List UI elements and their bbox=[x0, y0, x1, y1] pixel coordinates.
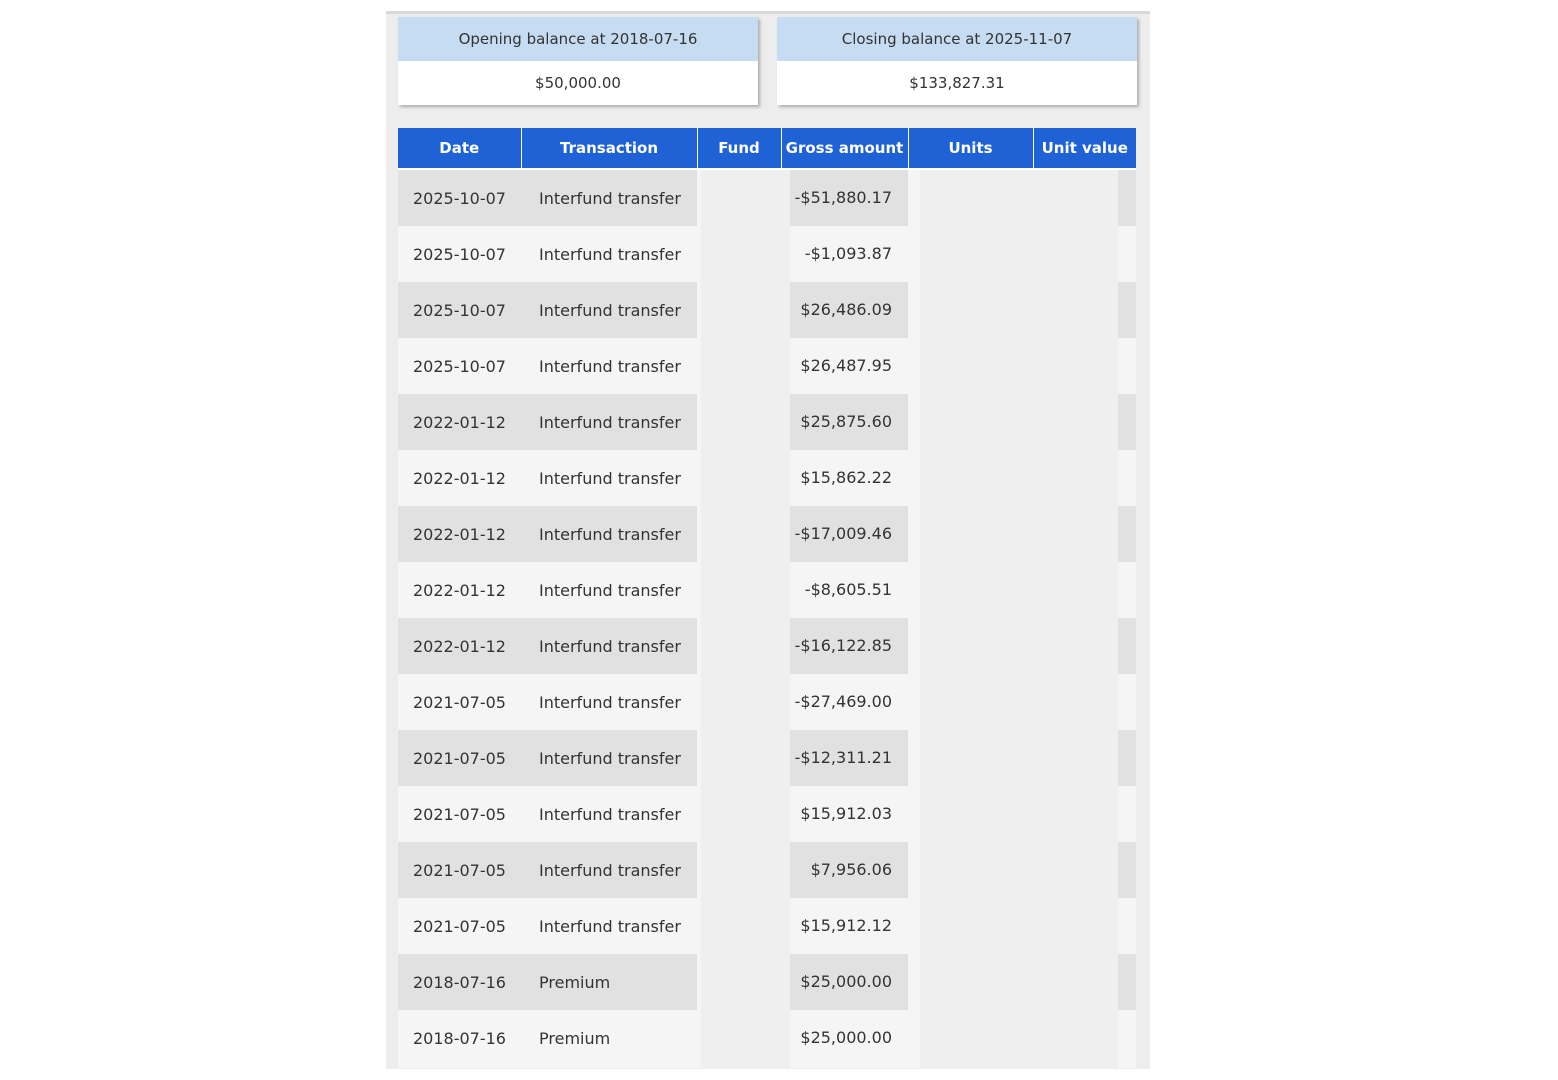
table-row bbox=[398, 394, 1136, 450]
cell-units bbox=[908, 169, 1033, 226]
gross-amount-value: $26,487.95 bbox=[790, 338, 908, 394]
cell-unit-value bbox=[1033, 282, 1136, 338]
cell-date: 2021-07-05 bbox=[398, 730, 521, 786]
column-header-transaction[interactable]: Transaction bbox=[521, 128, 697, 169]
gross-amount-value: $25,000.00 bbox=[790, 1010, 908, 1066]
table-row bbox=[398, 674, 1136, 730]
cell-date: 2022-01-12 bbox=[398, 618, 521, 674]
cell-unit-value bbox=[1033, 506, 1136, 562]
cell-fund bbox=[697, 450, 781, 506]
row-edge-stripe bbox=[1118, 618, 1136, 674]
table-row bbox=[398, 786, 1136, 842]
cell-fund bbox=[697, 618, 781, 674]
cell-fund bbox=[697, 338, 781, 394]
cell-gross-amount bbox=[781, 1010, 908, 1066]
cell-units bbox=[908, 618, 1033, 674]
gross-amount-value: $7,956.06 bbox=[790, 842, 908, 898]
cell-fund bbox=[697, 394, 781, 450]
cell-transaction: Interfund transfer bbox=[521, 786, 697, 842]
cell-date: 2021-07-05 bbox=[398, 842, 521, 898]
row-edge-stripe bbox=[1118, 226, 1136, 282]
cell-transaction: Interfund transfer bbox=[521, 226, 697, 282]
row-edge-stripe bbox=[1118, 786, 1136, 842]
cell-gross-amount bbox=[781, 898, 908, 954]
cell-transaction: Interfund transfer bbox=[521, 898, 697, 954]
cell-transaction: Interfund transfer bbox=[521, 562, 697, 618]
row-edge-stripe bbox=[1118, 842, 1136, 898]
cell-gross-amount bbox=[781, 618, 908, 674]
table-row bbox=[398, 450, 1136, 506]
table-body bbox=[398, 169, 1136, 1066]
cell-unit-value bbox=[1033, 898, 1136, 954]
cell-unit-value bbox=[1033, 674, 1136, 730]
cell-fund bbox=[697, 954, 781, 1010]
cell-transaction: Interfund transfer bbox=[521, 394, 697, 450]
cell-unit-value bbox=[1033, 394, 1136, 450]
table-row bbox=[398, 562, 1136, 618]
cell-gross-amount bbox=[781, 450, 908, 506]
row-edge-stripe bbox=[1118, 1010, 1136, 1066]
cell-unit-value bbox=[1033, 730, 1136, 786]
table-row bbox=[398, 1010, 1136, 1066]
cell-fund bbox=[697, 562, 781, 618]
table-row bbox=[398, 730, 1136, 786]
row-edge-stripe bbox=[1118, 450, 1136, 506]
table-row bbox=[398, 338, 1136, 394]
cell-transaction: Interfund transfer bbox=[521, 674, 697, 730]
table-row bbox=[398, 506, 1136, 562]
cell-transaction: Premium bbox=[521, 1010, 697, 1066]
gross-amount-value: $25,000.00 bbox=[790, 954, 908, 1010]
gross-amount-value: -$17,009.46 bbox=[790, 506, 908, 562]
table-row bbox=[398, 618, 1136, 674]
row-edge-stripe bbox=[1118, 338, 1136, 394]
gross-amount-value: $25,875.60 bbox=[790, 394, 908, 450]
cell-date: 2021-07-05 bbox=[398, 786, 521, 842]
cell-date: 2025-10-07 bbox=[398, 282, 521, 338]
cell-fund bbox=[697, 226, 781, 282]
cell-fund bbox=[697, 674, 781, 730]
transactions-table-wrapper bbox=[398, 128, 1136, 1068]
opening-balance-label: Opening balance at 2018-07-16 bbox=[398, 17, 758, 61]
cell-transaction: Premium bbox=[521, 954, 697, 1010]
cell-units bbox=[908, 674, 1033, 730]
cell-date: 2018-07-16 bbox=[398, 954, 521, 1010]
gross-amount-value: -$12,311.21 bbox=[790, 730, 908, 786]
cell-unit-value bbox=[1033, 842, 1136, 898]
cell-date: 2018-07-16 bbox=[398, 1010, 521, 1066]
cell-gross-amount bbox=[781, 842, 908, 898]
cell-unit-value bbox=[1033, 338, 1136, 394]
cell-units bbox=[908, 562, 1033, 618]
cell-gross-amount bbox=[781, 338, 908, 394]
cell-gross-amount bbox=[781, 562, 908, 618]
cell-units bbox=[908, 450, 1033, 506]
cell-unit-value bbox=[1033, 618, 1136, 674]
gross-amount-value: -$27,469.00 bbox=[790, 674, 908, 730]
row-edge-stripe bbox=[1118, 394, 1136, 450]
cell-unit-value bbox=[1033, 786, 1136, 842]
cell-gross-amount bbox=[781, 674, 908, 730]
cell-units bbox=[908, 898, 1033, 954]
table-row bbox=[398, 169, 1136, 226]
cell-units bbox=[908, 226, 1033, 282]
row-edge-stripe bbox=[1118, 898, 1136, 954]
opening-balance-value: $50,000.00 bbox=[535, 74, 621, 92]
cell-transaction: Interfund transfer bbox=[521, 450, 697, 506]
cell-fund bbox=[697, 842, 781, 898]
column-header-units[interactable]: Units bbox=[908, 128, 1033, 169]
cell-fund bbox=[697, 282, 781, 338]
cell-unit-value bbox=[1033, 1010, 1136, 1066]
cell-gross-amount bbox=[781, 786, 908, 842]
cell-units bbox=[908, 506, 1033, 562]
row-edge-stripe bbox=[1118, 674, 1136, 730]
cell-gross-amount bbox=[781, 506, 908, 562]
cell-units bbox=[908, 730, 1033, 786]
column-header-date[interactable]: Date bbox=[398, 128, 521, 169]
table-header bbox=[398, 128, 1136, 169]
cell-transaction: Interfund transfer bbox=[521, 506, 697, 562]
row-edge-stripe bbox=[1118, 730, 1136, 786]
cell-date: 2025-10-07 bbox=[398, 226, 521, 282]
row-edge-stripe bbox=[1118, 954, 1136, 1010]
cell-units bbox=[908, 282, 1033, 338]
gross-amount-value: -$51,880.17 bbox=[790, 170, 908, 226]
cell-gross-amount bbox=[781, 394, 908, 450]
gross-amount-value: -$1,093.87 bbox=[790, 226, 908, 282]
column-header-unit-value[interactable]: Unit value bbox=[1033, 128, 1136, 169]
row-edge-stripe bbox=[1118, 282, 1136, 338]
cell-unit-value bbox=[1033, 954, 1136, 1010]
transactions-table bbox=[398, 128, 1136, 1066]
closing-balance-label: Closing balance at 2025-11-07 bbox=[777, 17, 1137, 61]
cell-units bbox=[908, 1010, 1033, 1066]
cell-transaction: Interfund transfer bbox=[521, 169, 697, 226]
cell-fund bbox=[697, 898, 781, 954]
cell-unit-value bbox=[1033, 226, 1136, 282]
cell-date: 2022-01-12 bbox=[398, 562, 521, 618]
cell-gross-amount bbox=[781, 169, 908, 226]
opening-balance-card bbox=[398, 17, 758, 105]
cell-unit-value bbox=[1033, 562, 1136, 618]
cell-transaction: Interfund transfer bbox=[521, 282, 697, 338]
cell-date: 2021-07-05 bbox=[398, 674, 521, 730]
row-edge-stripe bbox=[1118, 562, 1136, 618]
cell-units bbox=[908, 954, 1033, 1010]
cell-date: 2025-10-07 bbox=[398, 338, 521, 394]
cell-date: 2022-01-12 bbox=[398, 450, 521, 506]
cell-fund bbox=[697, 1010, 781, 1066]
cell-units bbox=[908, 338, 1033, 394]
cell-date: 2022-01-12 bbox=[398, 394, 521, 450]
cell-gross-amount bbox=[781, 282, 908, 338]
cell-transaction: Interfund transfer bbox=[521, 730, 697, 786]
table-row bbox=[398, 898, 1136, 954]
cell-gross-amount bbox=[781, 226, 908, 282]
cell-fund bbox=[697, 506, 781, 562]
cell-units bbox=[908, 786, 1033, 842]
column-header-fund[interactable]: Fund bbox=[697, 128, 781, 169]
cell-transaction: Interfund transfer bbox=[521, 618, 697, 674]
cell-unit-value bbox=[1033, 169, 1136, 226]
gross-amount-value: -$8,605.51 bbox=[790, 562, 908, 618]
row-edge-stripe bbox=[1118, 506, 1136, 562]
row-edge-stripe bbox=[1118, 170, 1136, 226]
cell-date: 2021-07-05 bbox=[398, 898, 521, 954]
cell-units bbox=[908, 842, 1033, 898]
table-row bbox=[398, 842, 1136, 898]
cell-units bbox=[908, 394, 1033, 450]
cell-fund bbox=[697, 730, 781, 786]
table-row bbox=[398, 282, 1136, 338]
transactions-panel bbox=[386, 11, 1150, 1069]
cell-transaction: Interfund transfer bbox=[521, 338, 697, 394]
gross-amount-value: $15,912.03 bbox=[790, 786, 908, 842]
gross-amount-value: $15,862.22 bbox=[790, 450, 908, 506]
cell-fund bbox=[697, 786, 781, 842]
gross-amount-value: $26,486.09 bbox=[790, 282, 908, 338]
gross-amount-value: $15,912.12 bbox=[790, 898, 908, 954]
cell-fund bbox=[697, 169, 781, 226]
closing-balance-card bbox=[777, 17, 1137, 105]
cell-gross-amount bbox=[781, 730, 908, 786]
cell-transaction: Interfund transfer bbox=[521, 842, 697, 898]
cell-unit-value bbox=[1033, 450, 1136, 506]
column-header-gross-amount[interactable]: Gross amount bbox=[781, 128, 908, 169]
table-row bbox=[398, 954, 1136, 1010]
table-row bbox=[398, 226, 1136, 282]
gross-amount-value: -$16,122.85 bbox=[790, 618, 908, 674]
cell-date: 2022-01-12 bbox=[398, 506, 521, 562]
closing-balance-value: $133,827.31 bbox=[909, 74, 1005, 92]
cell-gross-amount bbox=[781, 954, 908, 1010]
cell-date: 2025-10-07 bbox=[398, 169, 521, 226]
